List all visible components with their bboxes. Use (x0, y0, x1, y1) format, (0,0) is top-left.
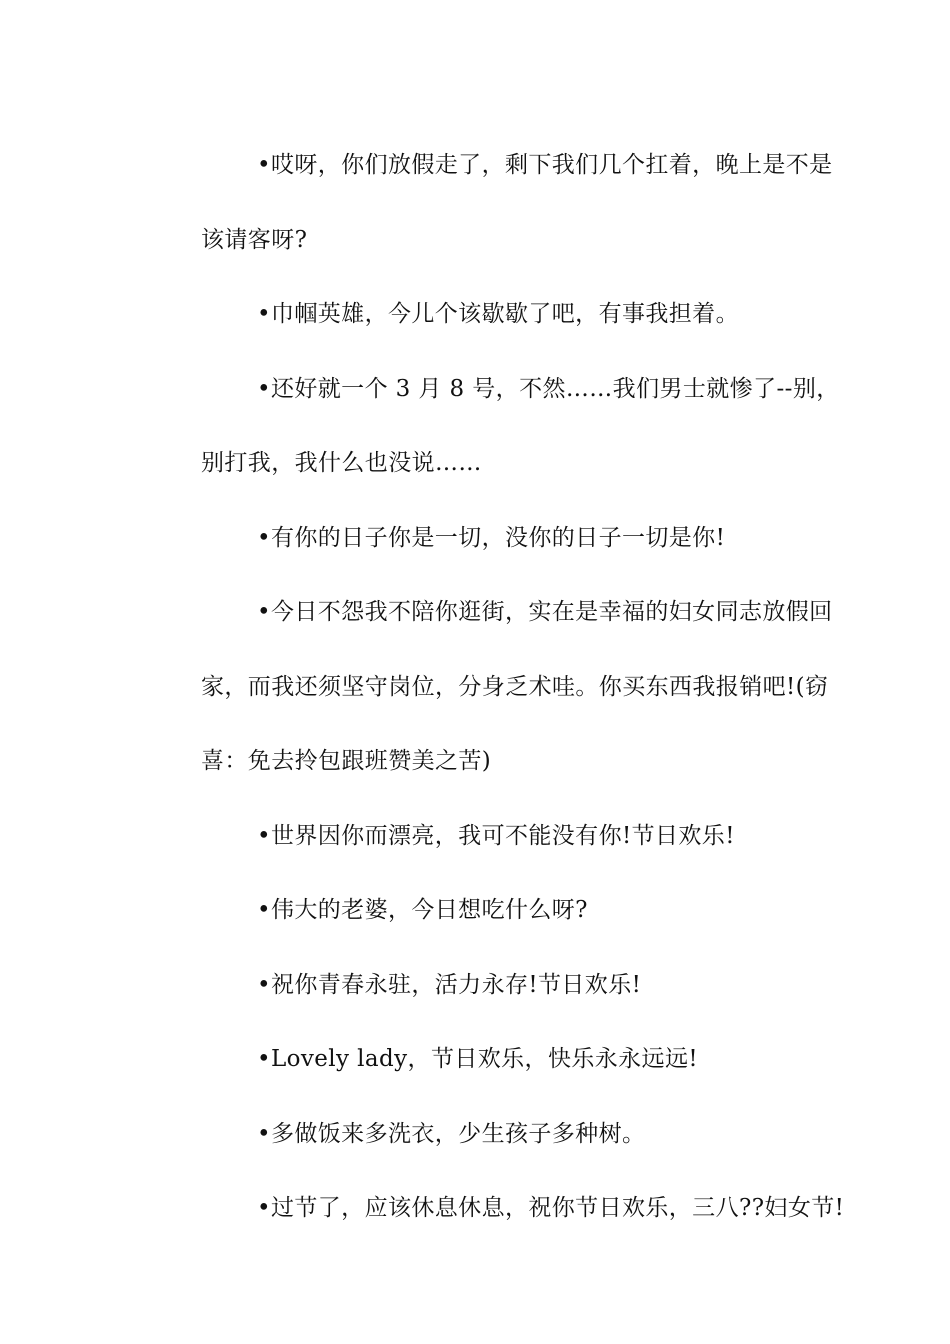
paragraph-line: •有你的日子你是一切，没你的日子一切是你! (257, 524, 726, 551)
paragraph-3 (145, 352, 840, 501)
paragraph-line: •世界因你而漂亮，我可不能没有你!节日欢乐! (257, 822, 735, 849)
paragraph-11 (145, 1171, 845, 1246)
paragraph-line: 别打我，我什么也没说…… (201, 450, 482, 476)
paragraph-line: •哎呀，你们放假走了，剩下我们几个扛着，晚上是不是 (257, 152, 833, 178)
paragraph-1 (145, 128, 833, 277)
paragraph-2 (145, 277, 810, 352)
paragraph-4 (145, 501, 810, 576)
paragraph-line: •还好就一个 3 月 8 号，不然……我们男士就惨了--别， (257, 375, 840, 402)
paragraph-line: 喜：免去拎包跟班赞美之苦) (201, 748, 492, 774)
paragraph-8 (145, 948, 810, 1023)
paragraph-6 (145, 799, 810, 874)
document-body (145, 128, 845, 1246)
paragraph-line: 家，而我还须坚守岗位，分身乏术哇。你买东西我报销吧!(窃 (201, 673, 829, 700)
paragraph-5 (145, 575, 833, 799)
paragraph-9 (145, 1022, 810, 1097)
paragraph-line: •巾帼英雄，今儿个该歇歇了吧，有事我担着。 (257, 301, 739, 327)
paragraph-line: •多做饭来多洗衣，少生孩子多种树。 (257, 1120, 646, 1147)
paragraph-7 (145, 873, 810, 948)
paragraph-line: •过节了，应该休息休息，祝你节日欢乐，三八??妇女节! (257, 1195, 845, 1221)
paragraph-line: •Lovely lady，节日欢乐，快乐永永远远! (257, 1046, 698, 1072)
paragraph-line: •伟大的老婆，今日想吃什么呀? (257, 897, 588, 923)
paragraph-line: 该请客呀? (201, 226, 308, 253)
paragraph-line: •祝你青春永驻，活力永存!节日欢乐! (257, 971, 642, 998)
paragraph-10 (145, 1097, 810, 1172)
paragraph-line: •今日不怨我不陪你逛街，实在是幸福的妇女同志放假回 (257, 599, 833, 625)
